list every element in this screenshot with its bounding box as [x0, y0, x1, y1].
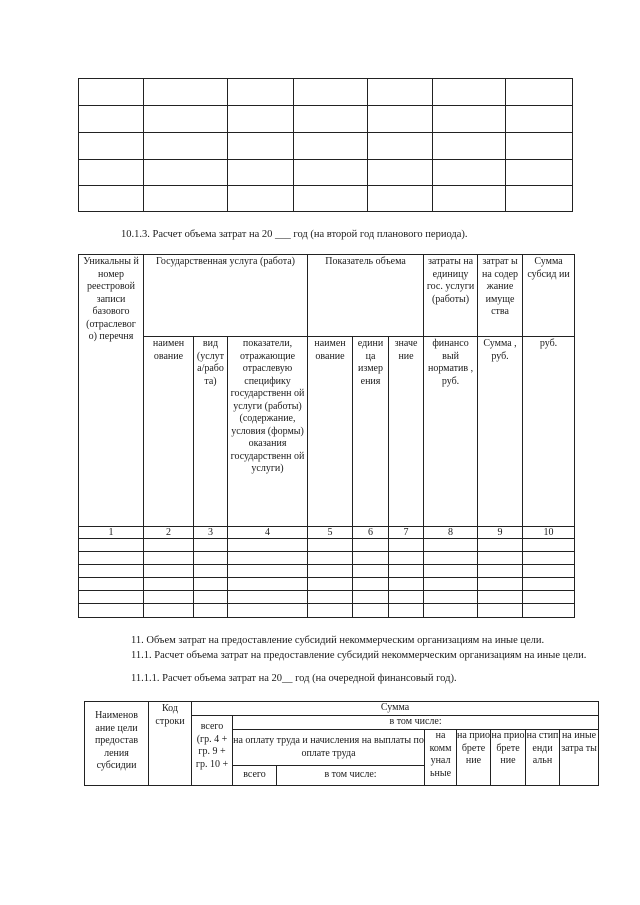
- table-cell: [194, 604, 228, 618]
- table-cell: [523, 565, 575, 578]
- table-cell: [424, 552, 478, 565]
- table-cell: [194, 578, 228, 591]
- header-line-code: Код строки: [149, 702, 192, 786]
- table-cell: [144, 106, 228, 133]
- section-11-1-paragraph: 11.1. Расчет объема затрат на предоставление субсидий некоммерческим организациям на иные цели.: [131, 650, 587, 661]
- column-number: 9: [478, 527, 523, 539]
- header-rub: руб.: [523, 337, 575, 527]
- table-cell: [294, 106, 368, 133]
- table-cell: [353, 591, 389, 604]
- table-cell: [194, 565, 228, 578]
- table-cell: [228, 539, 308, 552]
- table-cell: [424, 565, 478, 578]
- table-cell: [523, 591, 575, 604]
- table-cell: [144, 604, 194, 618]
- table-cell: [294, 79, 368, 106]
- table-cell: [294, 186, 368, 212]
- table-cell: [144, 565, 194, 578]
- table-cell: [228, 604, 308, 618]
- table-cell: [144, 186, 228, 212]
- table-cell: [433, 186, 506, 212]
- table-cell: [144, 552, 194, 565]
- table-cell: [228, 133, 294, 160]
- section-10-1-3-heading: 10.1.3. Расчет объема затрат на 20 ___ год (на второй год планового периода).: [121, 229, 468, 240]
- header-stipends: на стип енди альн: [526, 730, 560, 786]
- table-cell: [228, 565, 308, 578]
- header-sum: Сумма: [192, 702, 599, 716]
- table-cell: [144, 591, 194, 604]
- header-labor-including: в том числе:: [277, 766, 425, 786]
- table-cell: [506, 79, 573, 106]
- column-number: 2: [144, 527, 194, 539]
- table-cell: [506, 160, 573, 186]
- table-cell: [433, 79, 506, 106]
- table-cell: [294, 133, 368, 160]
- table-cell: [194, 552, 228, 565]
- header-utilities: на комм унал ьные: [425, 730, 457, 786]
- table-cell: [79, 160, 144, 186]
- table-cell: [144, 578, 194, 591]
- table-cell: [79, 539, 144, 552]
- table-cell: [353, 565, 389, 578]
- table-cell: [353, 539, 389, 552]
- column-number: 8: [424, 527, 478, 539]
- subsidy-cost-table: [84, 701, 599, 786]
- table-cell: [433, 133, 506, 160]
- table-cell: [294, 160, 368, 186]
- header-subsidy-sum: Сумма субсид ии: [523, 255, 575, 337]
- section-11-1-1-heading: 11.1.1. Расчет объема затрат на 20__ год (на очередной финансовый год).: [131, 673, 457, 684]
- table-cell: [506, 133, 573, 160]
- table-cell: [478, 565, 523, 578]
- header-unit-costs: затраты на единицу гос. услуги (работы): [424, 255, 478, 337]
- table-cell: [79, 565, 144, 578]
- table-cell: [79, 133, 144, 160]
- table-cell: [368, 186, 433, 212]
- table-cell: [144, 79, 228, 106]
- table-cell: [478, 578, 523, 591]
- column-number: 7: [389, 527, 424, 539]
- column-number: 3: [194, 527, 228, 539]
- table-cell: [523, 539, 575, 552]
- header-labor-costs: на оплату труда и начисления на выплаты по оплате труда: [233, 730, 425, 766]
- header-volume-name: наимен ование: [308, 337, 353, 527]
- table-cell: [79, 186, 144, 212]
- header-service-kind: вид (услут а/рабо та): [194, 337, 228, 527]
- table-cell: [353, 552, 389, 565]
- table-cell: [228, 79, 294, 106]
- header-property-costs: затрат ы на содер жание имуще ства: [478, 255, 523, 337]
- table-cell: [478, 539, 523, 552]
- header-acquisition-2: на прио брете ние: [491, 730, 526, 786]
- table-cell: [308, 578, 353, 591]
- table-cell: [228, 591, 308, 604]
- header-labor-total: всего: [233, 766, 277, 786]
- header-total-formula: всего (гр. 4 + гр. 9 + гр. 10 +: [192, 716, 233, 786]
- table-cell: [389, 539, 424, 552]
- table-cell: [79, 106, 144, 133]
- table-cell: [228, 160, 294, 186]
- table-cell: [523, 604, 575, 618]
- table-cell: [228, 578, 308, 591]
- header-other-costs: на иные затра ты: [560, 730, 599, 786]
- table-cell: [79, 604, 144, 618]
- table-cell: [368, 133, 433, 160]
- table-cell: [368, 160, 433, 186]
- header-state-service: Государственная услуга (работа): [144, 255, 308, 337]
- header-acquisition: на прио брете ние: [457, 730, 491, 786]
- column-number: 4: [228, 527, 308, 539]
- table-cell: [79, 578, 144, 591]
- header-service-name: наимен ование: [144, 337, 194, 527]
- table-cell: [478, 552, 523, 565]
- header-registry-number: Уникальны й номер реестровой записи базового (отраслевог о) перечня: [79, 255, 144, 527]
- header-sum-rub: Сумма , руб.: [478, 337, 523, 527]
- section-11-heading: 11. Объем затрат на предоставление субсидий некоммерческим организациям на иные цели.: [131, 635, 545, 646]
- column-number: 5: [308, 527, 353, 539]
- table-cell: [389, 552, 424, 565]
- table-cell: [79, 79, 144, 106]
- table-cell: [506, 186, 573, 212]
- column-number: 1: [79, 527, 144, 539]
- table-cell: [523, 552, 575, 565]
- table-cell: [308, 604, 353, 618]
- table-cell: [424, 591, 478, 604]
- top-continuation-table: [78, 78, 573, 212]
- table-cell: [433, 106, 506, 133]
- table-cell: [389, 604, 424, 618]
- table-cell: [308, 552, 353, 565]
- table-cell: [389, 591, 424, 604]
- header-volume-unit: едини ца измер ения: [353, 337, 389, 527]
- table-cell: [79, 591, 144, 604]
- table-cell: [368, 79, 433, 106]
- header-subsidy-purpose: Наименов ание цели предостав ления субсидии: [85, 702, 149, 786]
- table-cell: [194, 591, 228, 604]
- header-service-indicators: показатели, отражающие отраслевую специфику государственн ой услуги (работы) (содержание, условия (формы) оказания государственн ой услуги): [228, 337, 308, 527]
- table-cell: [308, 565, 353, 578]
- table-cell: [194, 539, 228, 552]
- header-financial-norm: финансо вый норматив , руб.: [424, 337, 478, 527]
- table-cell: [308, 591, 353, 604]
- table-cell: [389, 578, 424, 591]
- cost-volume-table: [78, 254, 575, 618]
- table-cell: [308, 539, 353, 552]
- table-cell: [353, 578, 389, 591]
- table-cell: [353, 604, 389, 618]
- header-including: в том числе:: [233, 716, 599, 730]
- column-number: 6: [353, 527, 389, 539]
- header-volume-value: значе ние: [389, 337, 424, 527]
- table-cell: [424, 578, 478, 591]
- table-cell: [523, 578, 575, 591]
- table-cell: [228, 552, 308, 565]
- table-cell: [478, 604, 523, 618]
- table-cell: [424, 539, 478, 552]
- table-cell: [506, 106, 573, 133]
- table-cell: [79, 552, 144, 565]
- table-cell: [478, 591, 523, 604]
- table-cell: [144, 160, 228, 186]
- column-number: 10: [523, 527, 575, 539]
- header-volume-indicator: Показатель объема: [308, 255, 424, 337]
- table-cell: [389, 565, 424, 578]
- table-cell: [424, 604, 478, 618]
- table-cell: [144, 133, 228, 160]
- table-cell: [433, 160, 506, 186]
- table-cell: [228, 106, 294, 133]
- table-cell: [144, 539, 194, 552]
- table-cell: [368, 106, 433, 133]
- table-cell: [228, 186, 294, 212]
